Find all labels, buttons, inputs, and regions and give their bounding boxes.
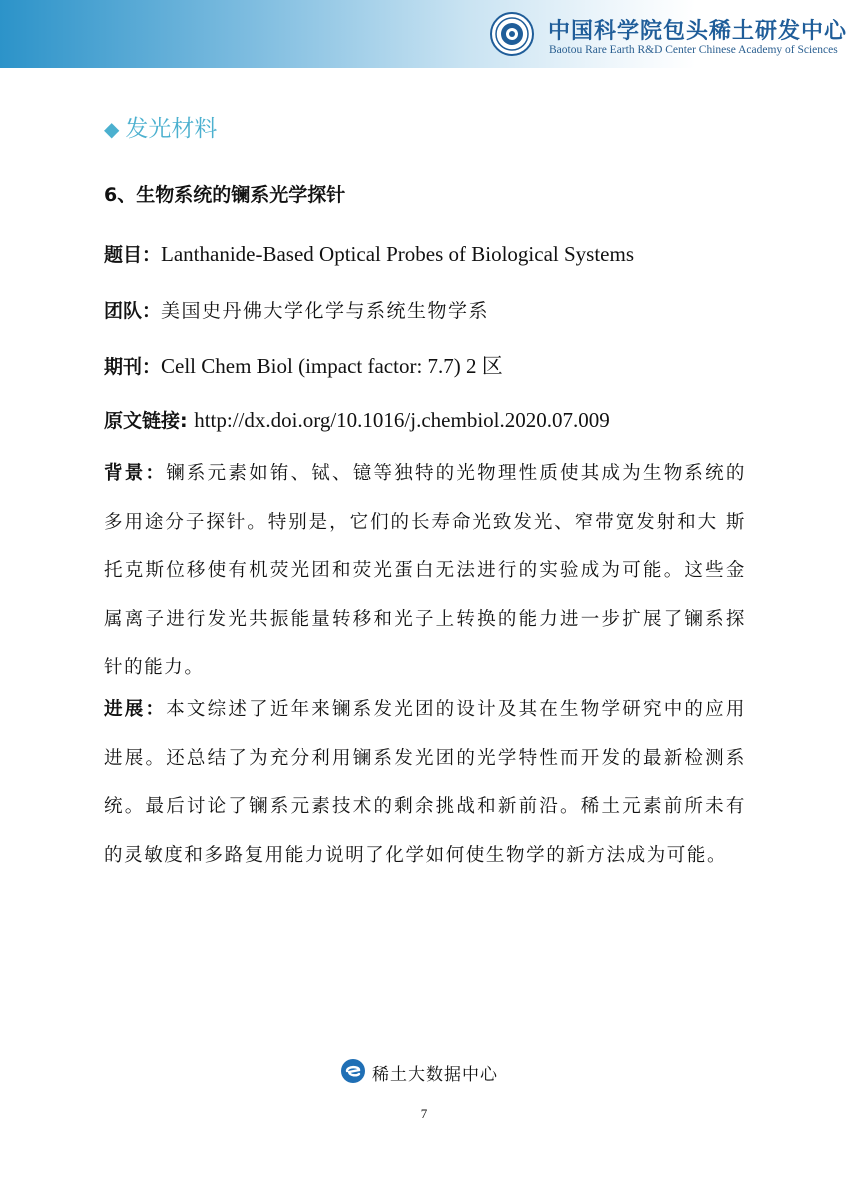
org-name-cn: 中国科学院包头稀土研发中心 bbox=[548, 18, 848, 44]
topic-label: 题目： bbox=[104, 244, 162, 266]
background-label: 背景： bbox=[104, 463, 167, 484]
progress-paragraph bbox=[104, 686, 746, 880]
progress-text: 本文综述了近年来镧系发光团的设计及其在生物学研究中的应用进展。还总结了为充分利用镧系发光团的光学特性而开发的最新检测系统。最后讨论了镧系元素技术的剩余挑战和新前沿。稀土元素前所未有的灵敏度和多路复用能力说明了化学如何使生物学的新方法成为可能。 bbox=[104, 699, 746, 866]
footer-text: 稀土大数据中心 bbox=[372, 1065, 498, 1085]
team-value: 美国史丹佛大学化学与系统生物学系 bbox=[161, 300, 490, 322]
background-paragraph bbox=[104, 450, 746, 693]
page-header bbox=[0, 0, 848, 68]
link-line bbox=[104, 406, 610, 433]
org-name-en: Baotou Rare Earth R&D Center Chinese Academy of Sciences bbox=[549, 44, 838, 56]
section-heading bbox=[104, 110, 217, 143]
journal-label: 期刊： bbox=[104, 356, 162, 378]
rare-earth-big-data-logo-icon bbox=[340, 1058, 366, 1084]
link-value[interactable]: http://dx.doi.org/10.1016/j.chembiol.2020.07.009 bbox=[194, 408, 610, 432]
team-label: 团队： bbox=[104, 300, 162, 322]
journal-value: Cell Chem Biol (impact factor: 7.7) 2 区 bbox=[161, 354, 503, 378]
page-number: 7 bbox=[420, 1106, 428, 1121]
journal-line bbox=[104, 350, 503, 380]
article-title: 6、生物系统的镧系光学探针 bbox=[104, 184, 346, 206]
background-text: 镧系元素如铕、铽、镱等独特的光物理性质使其成为生物系统的多用途分子探针。特别是，它们的长寿命光致发光、窄带宽发射和大 斯托克斯位移使有机荧光团和荧光蛋白无法进行的实验成为可能。这些金属离子进行发光共振能量转移和光子上转换的能力进一步扩展了镧系探针的能力。 bbox=[104, 463, 746, 678]
topic-value: Lanthanide-Based Optical Probes of Biological Systems bbox=[161, 242, 635, 266]
section-title: 发光材料 bbox=[125, 116, 218, 142]
link-label: 原文链接: bbox=[104, 410, 195, 432]
diamond-icon: ◆ bbox=[104, 117, 120, 141]
team-line bbox=[104, 296, 489, 323]
topic-line bbox=[104, 240, 634, 267]
cas-seal-icon bbox=[490, 12, 534, 56]
progress-label: 进展： bbox=[104, 699, 167, 720]
